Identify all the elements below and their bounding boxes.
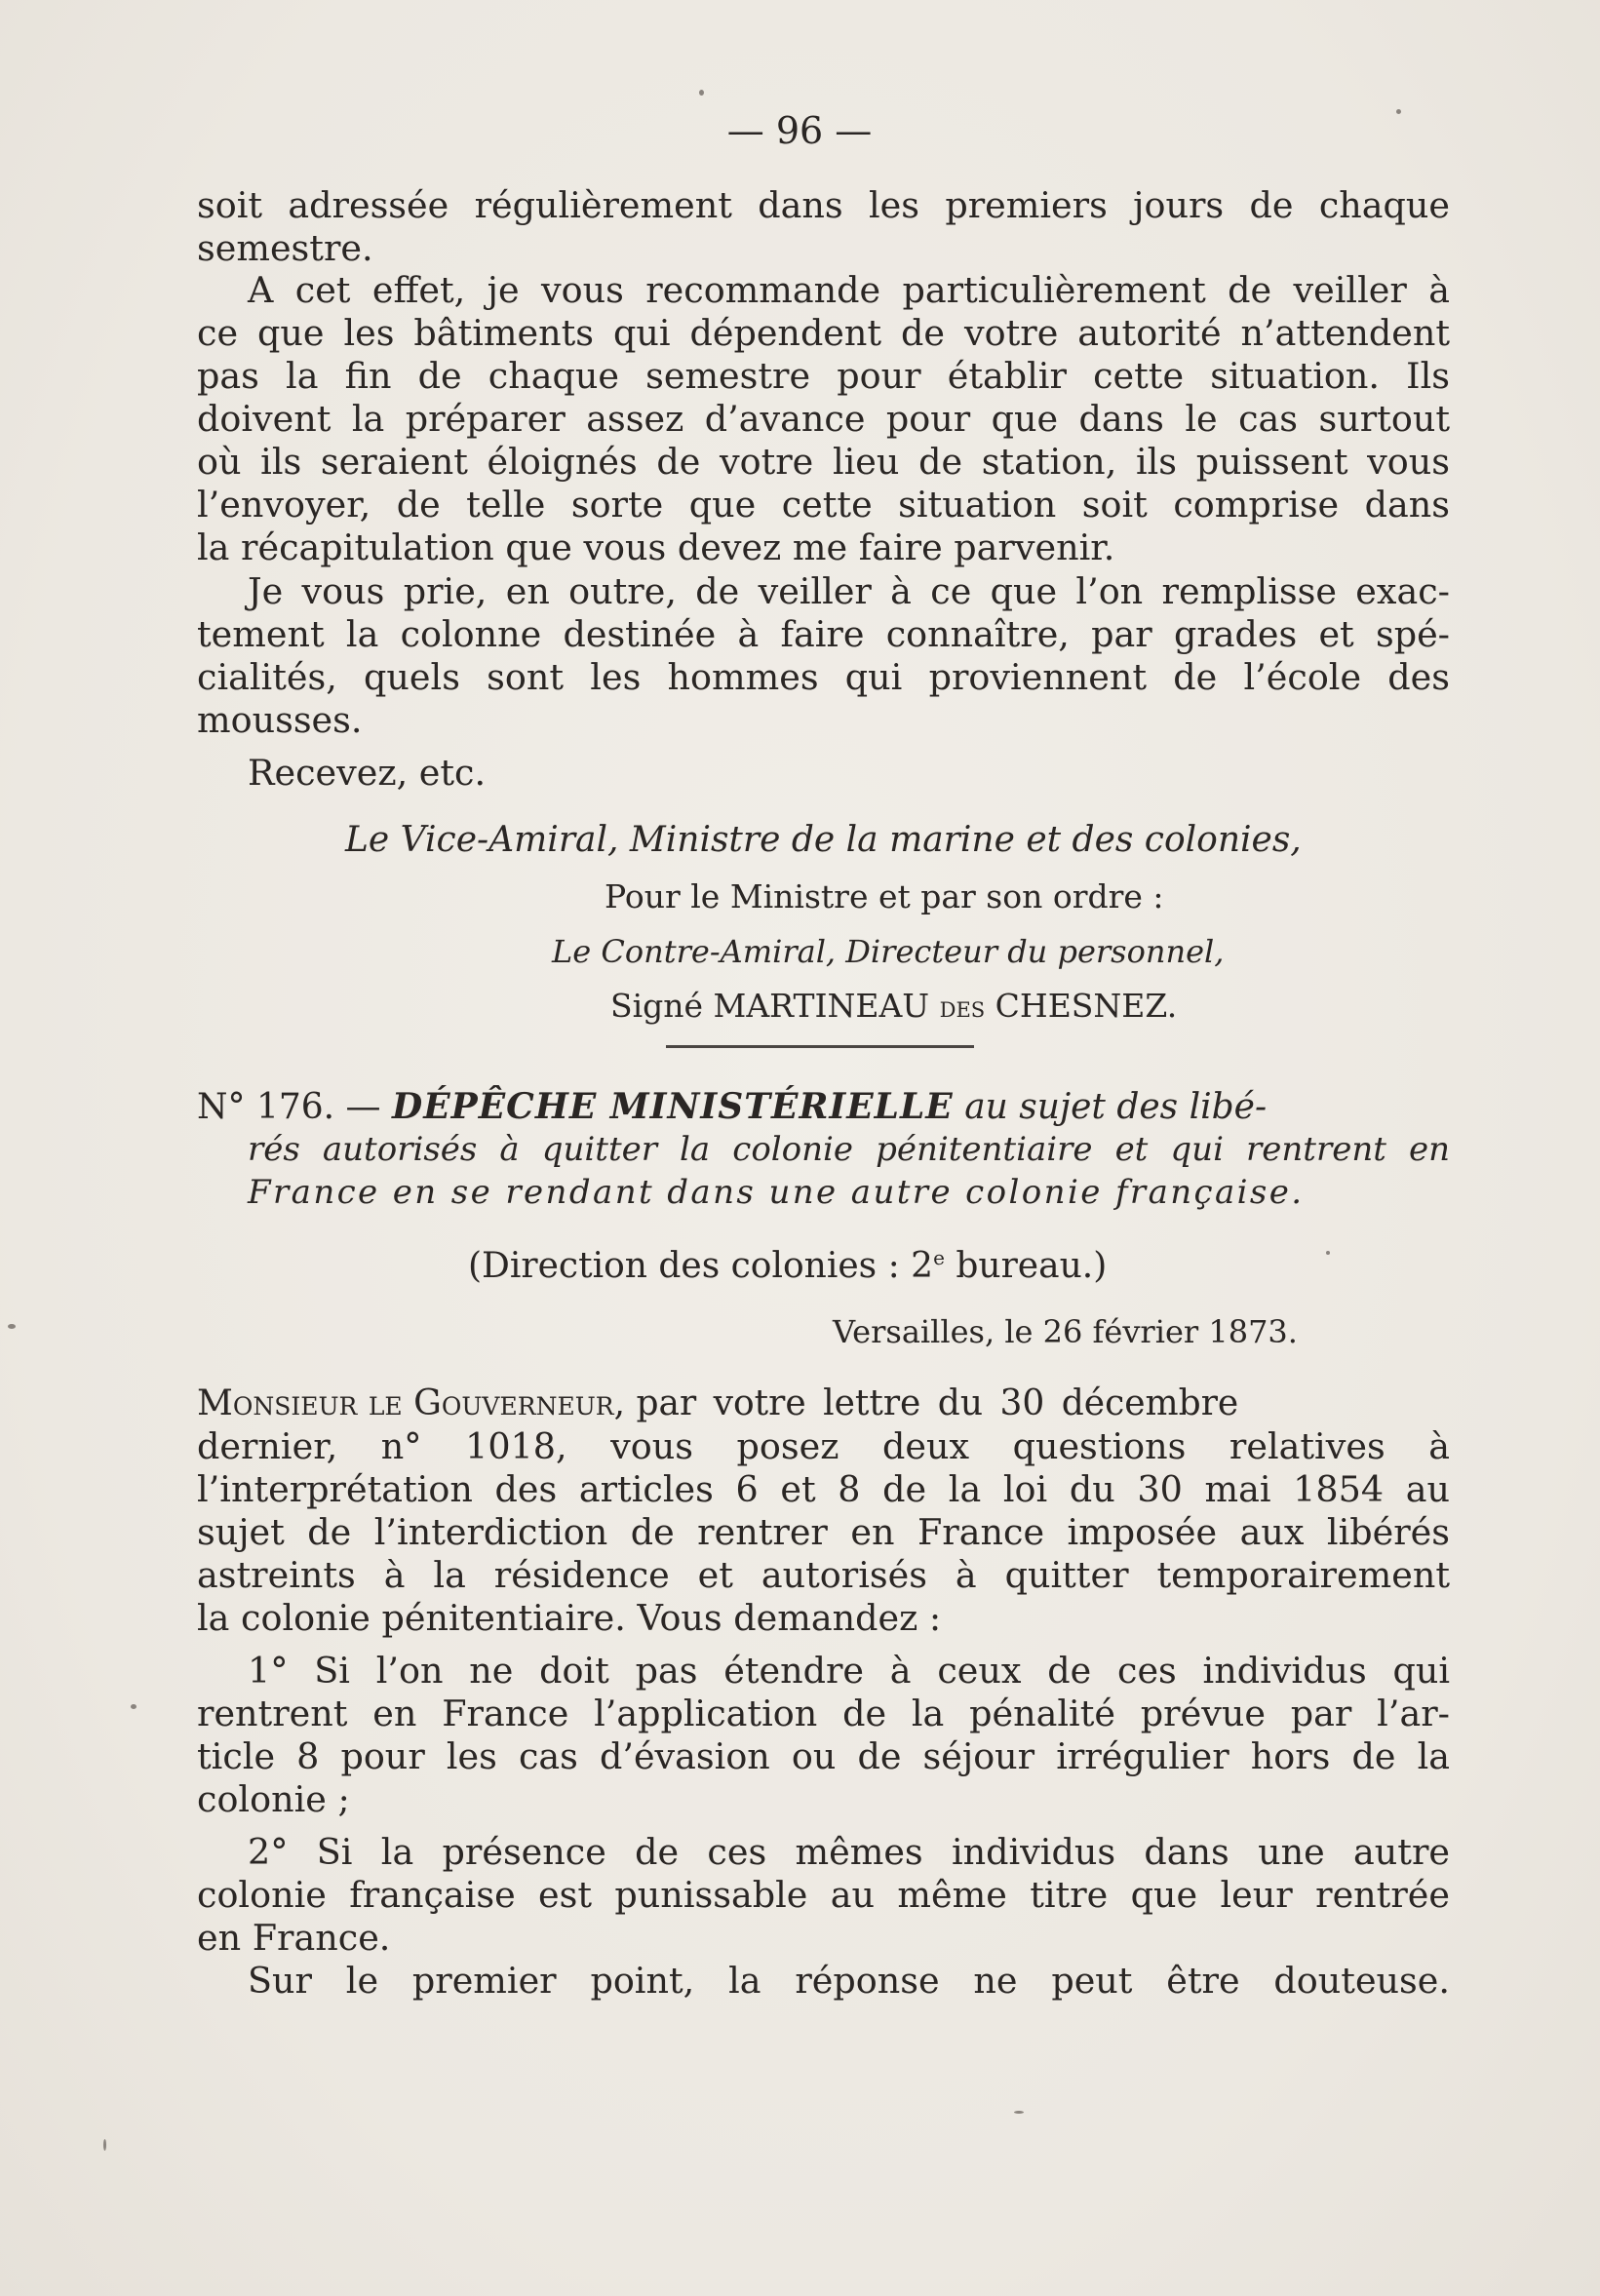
section-divider	[666, 1045, 974, 1048]
text-line: sujet de l’interdiction de rentrer en France imposée aux libérés	[197, 1511, 1450, 1553]
text-line: A cet effet, je vous recommande particulièrement de veiller à	[248, 269, 1450, 311]
text-line: l’interprétation des articles 6 et 8 de la loi du 30 mai 1854 au	[197, 1468, 1450, 1510]
text-line: 2° Si la présence de ces mêmes individus dans une autre	[248, 1831, 1450, 1873]
text-line: colonie ;	[197, 1778, 350, 1820]
closing-line: Recevez, etc.	[248, 752, 487, 794]
direction-text-end: bureau.)	[944, 1246, 1108, 1286]
section-title: DÉPÊCHE MINISTÉRIELLE	[392, 1086, 954, 1127]
text-line: colonie française est punissable au même titre que leur rentrée	[197, 1874, 1450, 1916]
dateline: Versailles, le 26 février 1873.	[833, 1313, 1298, 1350]
paper-speck	[103, 2139, 106, 2151]
signature-name-prefix: Signé MARTINEAU	[610, 987, 930, 1025]
text-line: Je vous prie, en outre, de veiller à ce que l’on remplisse exac-	[248, 570, 1450, 612]
text-line: ticle 8 pour les cas d’évasion ou de séjour irrégulier hors de la	[197, 1735, 1450, 1777]
text-line: 1° Si l’on ne doit pas étendre à ceux de ces individus qui	[248, 1650, 1450, 1692]
direction-text: (Direction des colonies : 2	[468, 1246, 934, 1286]
text-line: cialités, quels sont les hommes qui proviennent de l’école des	[197, 656, 1450, 698]
direction-superscript: e	[933, 1246, 945, 1269]
text-line: ce que les bâtiments qui dépendent de votre autorité n’attendent	[197, 312, 1450, 354]
section-heading-line: France en se rendant dans une autre colonie française.	[248, 1173, 1305, 1212]
signature-name	[610, 985, 1410, 1028]
text-line: où ils seraient éloignés de votre lieu de station, ils puissent vous	[197, 441, 1450, 483]
paper-speck	[699, 90, 704, 96]
signature-name-particle: des	[939, 991, 986, 1025]
text-line: dernier, n° 1018, vous posez deux questions relatives à	[197, 1425, 1450, 1467]
paper-speck	[8, 1324, 16, 1329]
section-direction	[468, 1236, 1248, 1286]
letter-first-line	[197, 1382, 1450, 1425]
section-heading-line	[197, 1085, 1450, 1128]
signature-role: Le Contre-Amiral, Directeur du personnel,	[552, 933, 1225, 970]
signature-order: Pour le Ministre et par son ordre :	[605, 877, 1164, 915]
text-line: tement la colonne destinée à faire connaître, par grades et spé-	[197, 613, 1450, 655]
paper-speck	[1014, 2111, 1024, 2114]
letter-first-line-rest: par votre lettre du 30 décembre	[636, 1383, 1239, 1423]
text-line: l’envoyer, de telle sorte que cette situation soit comprise dans	[197, 484, 1450, 525]
section-number: N° 176. —	[197, 1087, 381, 1127]
paper-speck	[1396, 109, 1401, 114]
text-line: pas la fin de chaque semestre pour établir cette situation. Ils	[197, 355, 1450, 397]
text-line: soit adressée régulièrement dans les premiers jours de chaque	[197, 184, 1450, 226]
text-line: en France.	[197, 1917, 391, 1959]
text-line: doivent la préparer assez d’avance pour que dans le cas surtout	[197, 398, 1450, 440]
text-line: Sur le premier point, la réponse ne peut être douteuse.	[248, 1960, 1450, 2002]
text-line: mousses.	[197, 699, 363, 741]
signature-name-suffix: CHESNEZ.	[995, 987, 1178, 1025]
paper-speck	[131, 1704, 137, 1709]
section-subject: au sujet des libé-	[964, 1087, 1268, 1127]
salutation: Monsieur le Gouverneur,	[197, 1383, 626, 1423]
section-heading-line: rés autorisés à quitter la colonie pénitentiaire et qui rentrent en	[248, 1130, 1450, 1169]
page-number: — 96 —	[726, 109, 873, 152]
text-line: rentrent en France l’application de la pénalité prévue par l’ar-	[197, 1693, 1450, 1734]
text-line: astreints à la résidence et autorisés à quitter temporairement	[197, 1554, 1450, 1596]
text-line: la colonie pénitentiaire. Vous demandez :	[197, 1597, 942, 1639]
text-line: la récapitulation que vous devez me faire parvenir.	[197, 526, 1115, 568]
paper-speck	[1326, 1251, 1330, 1255]
signature-title: Le Vice-Amiral, Ministre de la marine et des colonies,	[345, 820, 1302, 860]
text-line: semestre.	[197, 227, 373, 269]
